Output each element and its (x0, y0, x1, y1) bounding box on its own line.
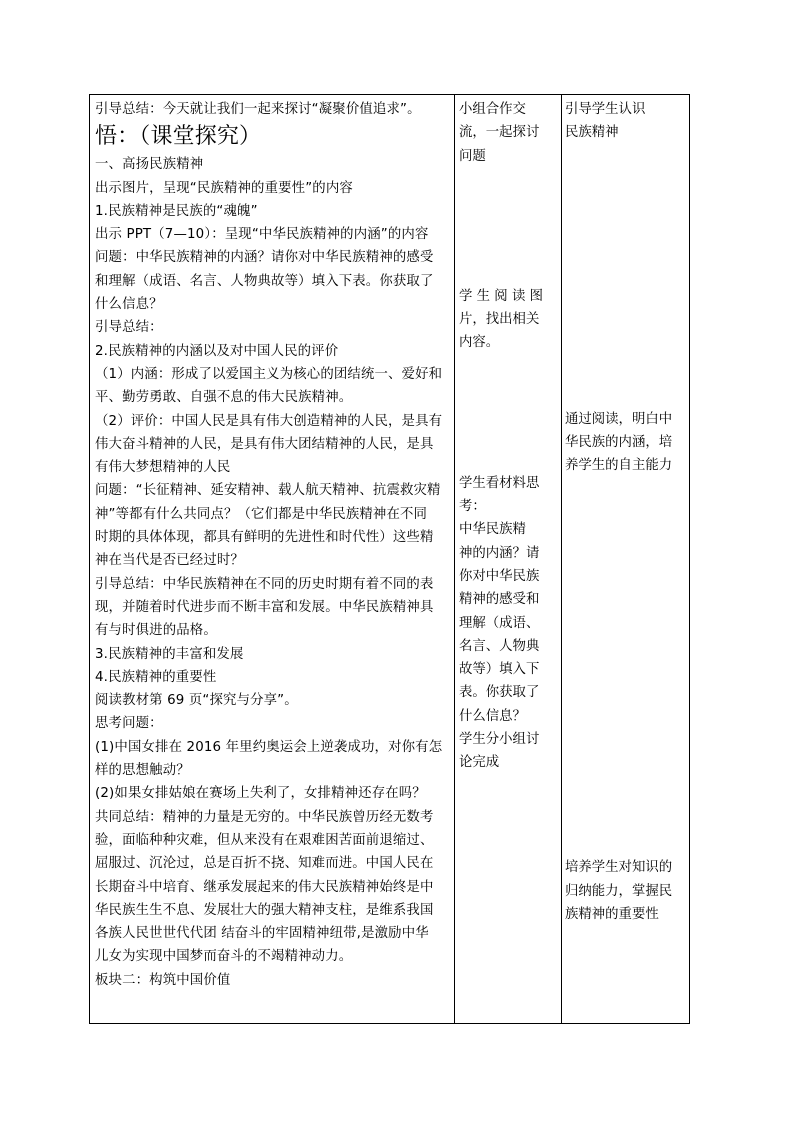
student-text-line: 故等）填入下 (459, 662, 540, 678)
teacher-text-line: 长期奋斗中培育、继承发展起来的伟大民族精神始终是中 (95, 879, 434, 895)
student-text-line: 学生看材料思 (459, 475, 540, 491)
teacher-text-line: 现，并随着时代进步而不断丰富和发展。中华民族精神具 (95, 599, 434, 615)
intent-text-line: 培养学生对知识的 (565, 860, 673, 876)
teacher-text-line: 4.民族精神的重要性 (95, 669, 217, 685)
teacher-text-line: 什么信息？ (95, 297, 163, 313)
student-text-line: 神的内涵？请 (459, 545, 540, 561)
teacher-activity-column (90, 95, 454, 1023)
student-text-line: 片，找出相关 (459, 312, 540, 328)
student-text-line: 中华民族精 (459, 522, 526, 538)
teacher-text-line: 3.民族精神的丰富和发展 (95, 646, 244, 662)
teacher-text-line: 引导总结：今天就让我们一起来探讨“凝聚价值追求”。 (95, 102, 421, 117)
student-text-line: 名言、人物典 (459, 638, 540, 654)
teacher-text-line: 1.民族精神是民族的“魂魄” (95, 203, 258, 219)
teacher-text-line: 一、高扬民族精神 (95, 157, 204, 173)
student-text-line: 内容。 (459, 335, 500, 351)
teacher-text-line: 屈服过、沉沦过，总是百折不挠、知难而进。中国人民在 (95, 856, 434, 872)
teacher-text-line: 神”等都有什么共同点？（它们都是中华民族精神在不同 (95, 506, 428, 522)
teacher-text-line: 验，面临种种灾难，但从来没有在艰难困苦面前退缩过、 (95, 832, 434, 848)
lesson-plan-table (89, 94, 690, 1024)
teacher-text-line: (2)如果女排姑娘在赛场上失利了，女排精神还存在吗？ (95, 786, 426, 802)
teacher-text-line: 引导总结：中华民族精神在不同的历史时期有着不同的表 (95, 576, 434, 592)
teacher-text-line: 悟：（课堂探究） (95, 124, 262, 150)
student-text-line: 你对中华民族 (459, 568, 540, 584)
student-text-line: 表。你获取了 (459, 685, 540, 701)
teacher-text-line: 有伟大梦想精神的人民 (95, 460, 231, 476)
teacher-text-line: 各族人民世世代代团 结奋斗的牢固精神纽带,是激励中华 (95, 926, 429, 942)
student-text-line: 精神的感受和 (459, 592, 540, 608)
teacher-text-line: 和理解（成语、名言、人物典故等）填入下表。你获取了 (95, 273, 434, 289)
intent-text-line: 民族精神 (565, 125, 619, 141)
teacher-text-line: （1）内涵：形成了以爱国主义为核心的团结统一、爱好和 (95, 366, 443, 382)
teacher-text-line: 共同总结：精神的力量是无穷的。中华民族曾历经无数考 (95, 809, 434, 825)
student-text-line: 学 生 阅 读 图 (459, 288, 543, 304)
student-text-line: 学生分小组讨 (459, 732, 540, 748)
teacher-text-line: （2）评价：中国人民是具有伟大创造精神的人民，是具有 (95, 413, 443, 429)
student-text-line: 流，一起探讨 (459, 125, 540, 141)
intent-text-line: 族精神的重要性 (565, 907, 659, 923)
intent-text-line: 养学生的自主能力 (565, 458, 673, 474)
teacher-text-line: 样的思想触动？ (95, 763, 190, 779)
teacher-text-line: 华民族生生不息、发展壮大的强大精神支柱，是维系我国 (95, 902, 434, 918)
student-text-line: 什么信息？ (459, 708, 526, 724)
student-text-line: 小组合作交 (459, 102, 526, 117)
intent-text-line: 归纳能力，掌握民 (565, 883, 673, 899)
student-activity-column (454, 95, 561, 1023)
teacher-text-line: 思考问题： (95, 716, 163, 732)
teacher-text-line: 出示图片，呈现“民族精神的重要性”的内容 (95, 180, 353, 196)
teacher-text-line: 2.民族精神的内涵以及对中国人民的评价 (95, 343, 339, 359)
intent-text-line: 引导学生认识 (565, 102, 646, 117)
teacher-text-line: 阅读教材第 69 页“探究与分享”。 (95, 693, 298, 709)
design-intent-column (561, 95, 691, 1023)
teacher-text-line: 板块二：构筑中国价值 (95, 972, 231, 988)
teacher-text-line: 伟大奋斗精神的人民，是具有伟大团结精神的人民，是具 (95, 436, 434, 452)
teacher-text-line: 问题：中华民族精神的内涵？请你对中华民族精神的感受 (95, 250, 434, 266)
student-text-line: 考： (459, 499, 486, 515)
teacher-text-line: 问题：“长征精神、延安精神、载人航天精神、抗震救灾精 (95, 483, 441, 499)
teacher-text-line: 引导总结： (95, 320, 163, 336)
student-text-line: 问题 (459, 148, 486, 164)
student-text-line: 论完成 (459, 755, 500, 771)
intent-text-line: 通过阅读，明白中 (565, 411, 673, 427)
teacher-text-line: 有与时俱进的品格。 (95, 623, 217, 639)
intent-text-line: 华民族的内涵，培 (565, 434, 673, 450)
teacher-text-line: 神在当代是否已经过时？ (95, 553, 244, 569)
teacher-text-line: 时期的具体体现，都具有鲜明的先进性和时代性）这些精 (95, 530, 434, 546)
student-text-line: 理解（成语、 (459, 615, 540, 631)
teacher-text-line: 儿女为实现中国梦而奋斗的不竭精神动力。 (95, 949, 353, 965)
teacher-text-line: (1)中国女排在 2016 年里约奥运会上逆袭成功，对你有怎 (95, 739, 443, 755)
teacher-text-line: 出示 PPT（7—10）：呈现“中华民族精神的内涵”的内容 (95, 227, 429, 243)
teacher-text-line: 平、勤劳勇敢、自强不息的伟大民族精神。 (95, 390, 353, 406)
